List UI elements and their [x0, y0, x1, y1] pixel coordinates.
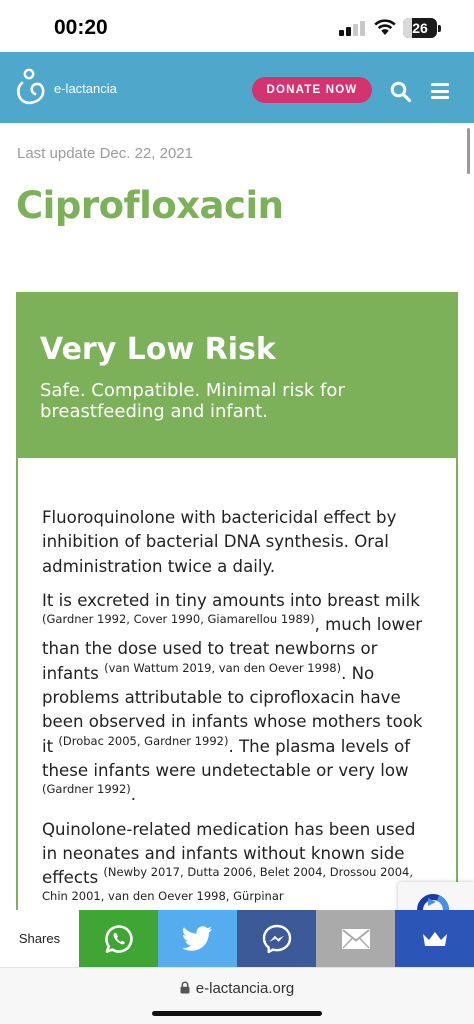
site-header — [0, 52, 474, 123]
drug-description — [42, 506, 434, 925]
battery-tip — [438, 25, 441, 32]
risk-card — [16, 292, 458, 932]
share-bar — [0, 910, 474, 967]
paragraph-neonates: Quinolone-related medication has been used in neonates and infants without known side effects $^{(Newby 2017, Dutta 2006, Belet 2004, Drossou 2004, Chin 2001, van den Oever 1998, Gürpinar}$ — [42, 819, 416, 904]
whatsapp-share-button[interactable] — [79, 910, 158, 967]
messenger-icon — [262, 924, 292, 954]
email-share-button[interactable] — [316, 910, 395, 967]
reference[interactable]: (Gardner 1992) — [42, 782, 131, 797]
page-title: Ciprofloxacin — [16, 184, 284, 227]
donate-button[interactable]: DONATE NOW — [252, 77, 372, 103]
reference[interactable]: (van Wattum 2019, van den Oever 1998) — [104, 660, 342, 675]
paragraph-excretion: It is excreted in tiny amounts into breast milk $^{(Gardner 1992, Cover 1990, Giamarellou 1989)}$, much lower than the dose used to treat newborns or infants $^{(van Wattum 2019, van den Oever 1998)}$. No problems attributable to ciprofloxacin have been observed in infants whose mothers took it $^{(Drobac 2005, Gardner 1992)}$. The plasma levels of these infants were undetectable or very low $^{(Gardner 1992)}$. — [42, 590, 423, 805]
url-display[interactable] — [0, 980, 474, 997]
reference[interactable]: (Drobac 2005, Gardner 1992) — [58, 733, 229, 748]
browser-url-bar[interactable] — [0, 967, 474, 1024]
scrollbar[interactable] — [467, 128, 470, 174]
status-time: 00:20 — [54, 16, 108, 39]
brand-name[interactable]: e-lactancia — [54, 81, 117, 96]
recaptcha-icon — [398, 882, 474, 912]
signal-icon — [339, 20, 365, 36]
crown-icon — [422, 931, 448, 947]
reference[interactable]: (Newby 2017, Dutta 2006, Belet 2004, Drossou 2004, Chin 2001, van den Oever 1998, Gürpinar — [42, 865, 413, 904]
menu-icon[interactable] — [431, 83, 449, 99]
wifi-icon — [373, 18, 397, 36]
risk-header — [18, 294, 456, 458]
messenger-share-button[interactable] — [237, 910, 316, 967]
more-share-button[interactable] — [395, 910, 474, 967]
shares-label: Shares — [18, 931, 61, 946]
whatsapp-icon — [104, 924, 134, 954]
last-update: Last update Dec. 22, 2021 — [17, 145, 193, 162]
lock-icon — [180, 981, 190, 994]
paragraph-mechanism: Fluoroquinolone with bactericidal effect by inhibition of bacterial DNA synthesis. Oral administration twice a daily. — [42, 508, 397, 576]
twitter-icon — [183, 926, 213, 951]
battery-level — [403, 18, 412, 38]
mail-icon — [341, 928, 371, 950]
search-icon[interactable] — [390, 81, 412, 103]
battery-icon — [403, 18, 437, 38]
logo-icon[interactable] — [16, 68, 46, 106]
url-text: e-lactancia.org — [195, 980, 295, 997]
battery-percent: 26 — [412, 20, 428, 36]
twitter-share-button[interactable] — [158, 910, 237, 967]
risk-level: Very Low Risk — [40, 332, 276, 367]
risk-summary: Safe. Compatible. Minimal risk for breastfeeding and infant. — [40, 380, 345, 422]
home-indicator[interactable] — [152, 1011, 322, 1016]
recaptcha-badge[interactable] — [398, 882, 474, 912]
status-bar — [0, 0, 474, 52]
reference[interactable]: (Gardner 1992, Cover 1990, Giamarellou 1989) — [42, 612, 315, 627]
